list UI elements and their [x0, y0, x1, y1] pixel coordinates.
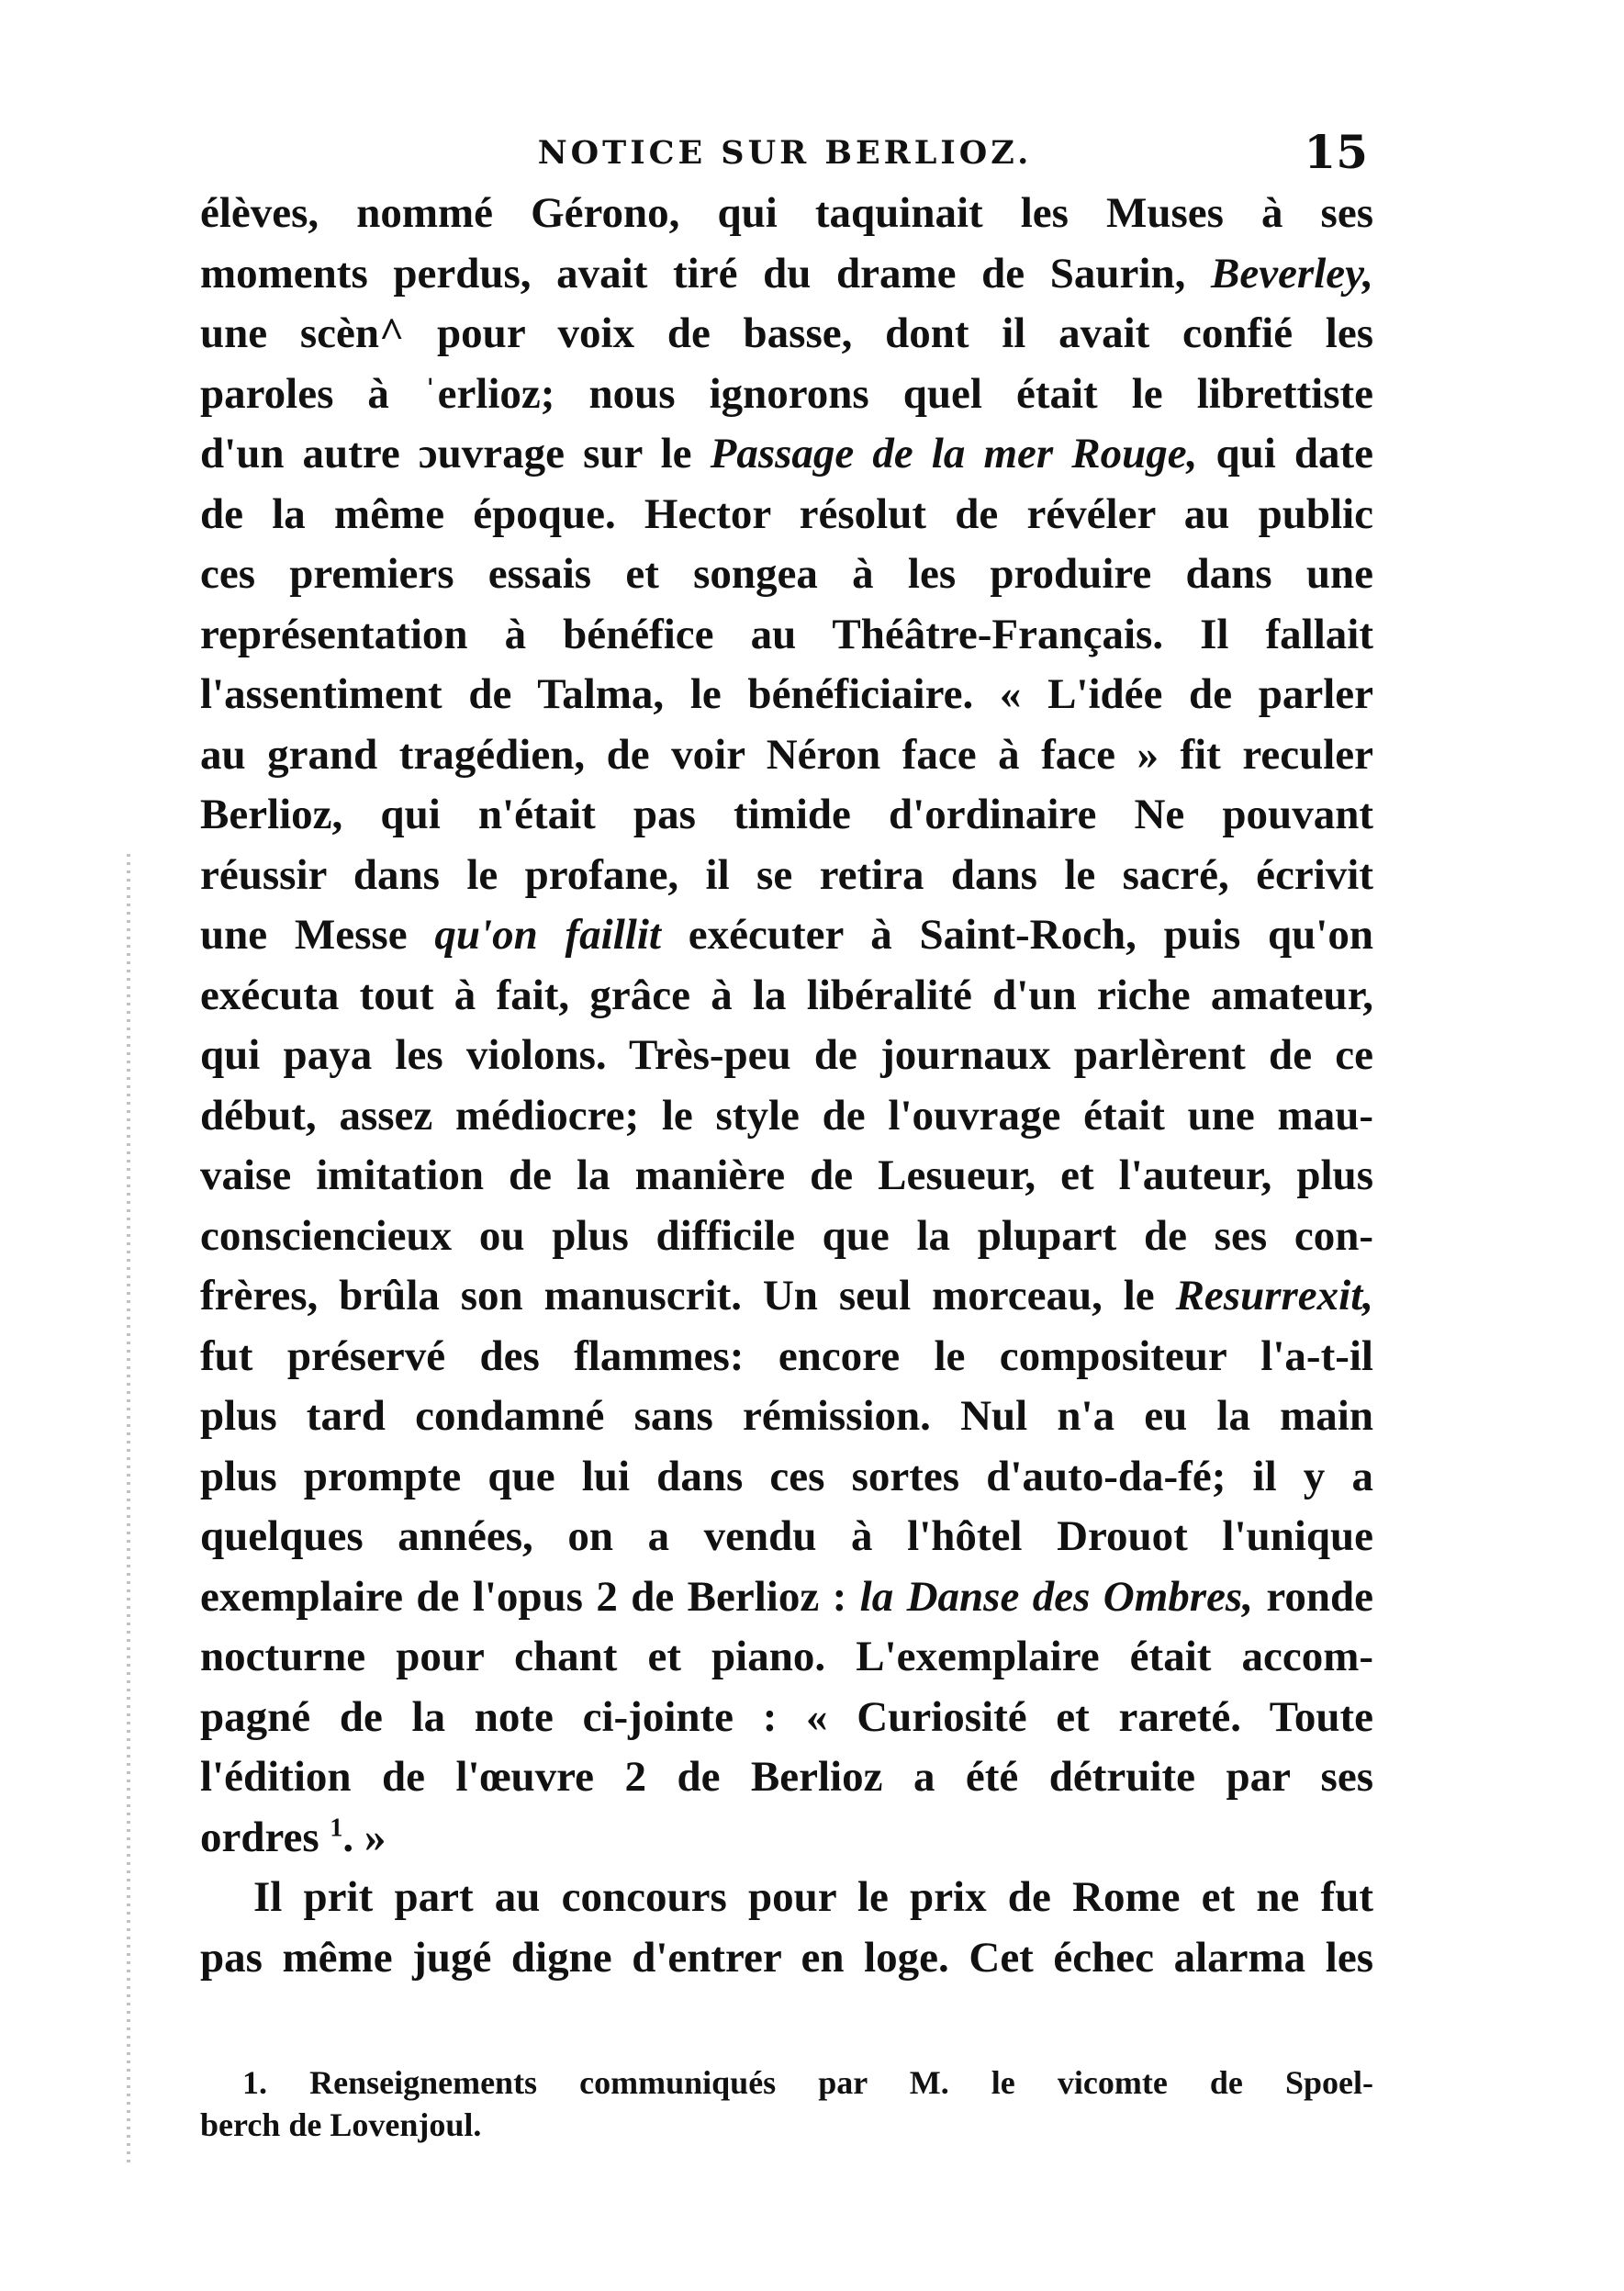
- text-line: plus tard condamné sans rémission. Nul n'a eu la main: [200, 1392, 1373, 1440]
- italic-title: Resurrexit,: [1175, 1272, 1374, 1320]
- text-line: exemplaire de l'opus 2 de Berlioz : la Danse des Ombres, ronde: [200, 1572, 1374, 1621]
- italic-phrase: qu'on faillit: [434, 911, 661, 959]
- text-line: une scèn^ pour voix de basse, dont il avait confié les: [200, 309, 1373, 357]
- footnote-line: berch de Lovenjoul.: [200, 2106, 482, 2143]
- footnote-reference: 1: [330, 1813, 343, 1842]
- text-line: ces premiers essais et songea à les produire dans une: [200, 550, 1373, 598]
- text-line: au grand tragédien, de voir Néron face à face » fit reculer: [200, 730, 1373, 779]
- text-line: l'assentiment de Talma, le bénéficiaire. « L'idée de parler: [200, 670, 1373, 718]
- text-line: de la même époque. Hector résolut de révéler au public: [200, 489, 1373, 538]
- text-line: pagné de la note ci-jointe : « Curiosité et rareté. Toute: [200, 1692, 1373, 1741]
- text-line: frères, brûla son manuscrit. Un seul morceau, le Resurrexit,: [200, 1272, 1374, 1320]
- scan-margin-artifact: [127, 854, 130, 2167]
- italic-title: Beverley,: [1211, 249, 1374, 298]
- running-head: NOTICE SUR BERLIOZ.: [537, 134, 1033, 172]
- text-line: l'édition de l'œuvre 2 de Berlioz a été détruite par ses: [200, 1753, 1373, 1801]
- text-line: réussir dans le profane, il se retira dans le sacré, écrivit: [200, 850, 1373, 899]
- body-text: [200, 184, 1373, 1988]
- text-line: fut préservé des flammes: encore le compositeur l'a-t-il: [200, 1331, 1373, 1380]
- text-line: une Messe qu'on faillit exécuter à Saint-Roch, puis qu'on: [200, 911, 1374, 959]
- text-line: qui paya les violons. Très-peu de journaux parlèrent de ce: [200, 1031, 1373, 1079]
- text-line: vaise imitation de la manière de Lesueur, et l'auteur, plus: [200, 1151, 1373, 1199]
- text-line: consciencieux ou plus difficile que la plupart de ses con-: [200, 1211, 1373, 1260]
- text-line: moments perdus, avait tiré du drame de Saurin, Beverley,: [200, 249, 1374, 298]
- text-line: ordres $^1$. »: [200, 1813, 386, 1861]
- footnote-line: 1. Renseignements communiqués par M. le vicomte de Spoel-: [242, 2064, 1373, 2101]
- page-number: 15: [1304, 125, 1368, 179]
- text-line: quelques années, on a vendu à l'hôtel Drouot l'unique: [200, 1512, 1373, 1560]
- footnote: [200, 2061, 1373, 2146]
- text-line: représentation à bénéfice au Théâtre-Français. Il fallait: [200, 610, 1373, 658]
- page-header: [202, 125, 1368, 189]
- text-line: début, assez médiocre; le style de l'ouvrage était une mau-: [200, 1091, 1373, 1140]
- italic-title: Passage de la mer Rouge,: [710, 430, 1198, 477]
- text-line: d'un autre ɔuvrage sur le Passage de la mer Rouge, qui date: [200, 430, 1374, 477]
- text-line: élèves, nommé Gérono, qui taquinait les Muses à ses: [200, 189, 1373, 237]
- italic-title: la Danse des Ombres,: [859, 1572, 1253, 1621]
- text-line: exécuta tout à fait, grâce à la libéralité d'un riche amateur,: [200, 971, 1373, 1019]
- text-line: paroles à ˈerlioz; nous ignorons quel était le librettiste: [200, 369, 1373, 418]
- text-line: pas même jugé digne d'entrer en loge. Cet échec alarma les: [200, 1933, 1373, 1982]
- text-line: Berlioz, qui n'était pas timide d'ordinaire Ne pouvant: [200, 791, 1373, 838]
- text-line: nocturne pour chant et piano. L'exemplaire était accom-: [200, 1633, 1373, 1680]
- text-line: Il prit part au concours pour le prix de Rome et ne fut: [253, 1873, 1373, 1921]
- text-line: plus prompte que lui dans ces sortes d'auto-da-fé; il y a: [200, 1452, 1373, 1500]
